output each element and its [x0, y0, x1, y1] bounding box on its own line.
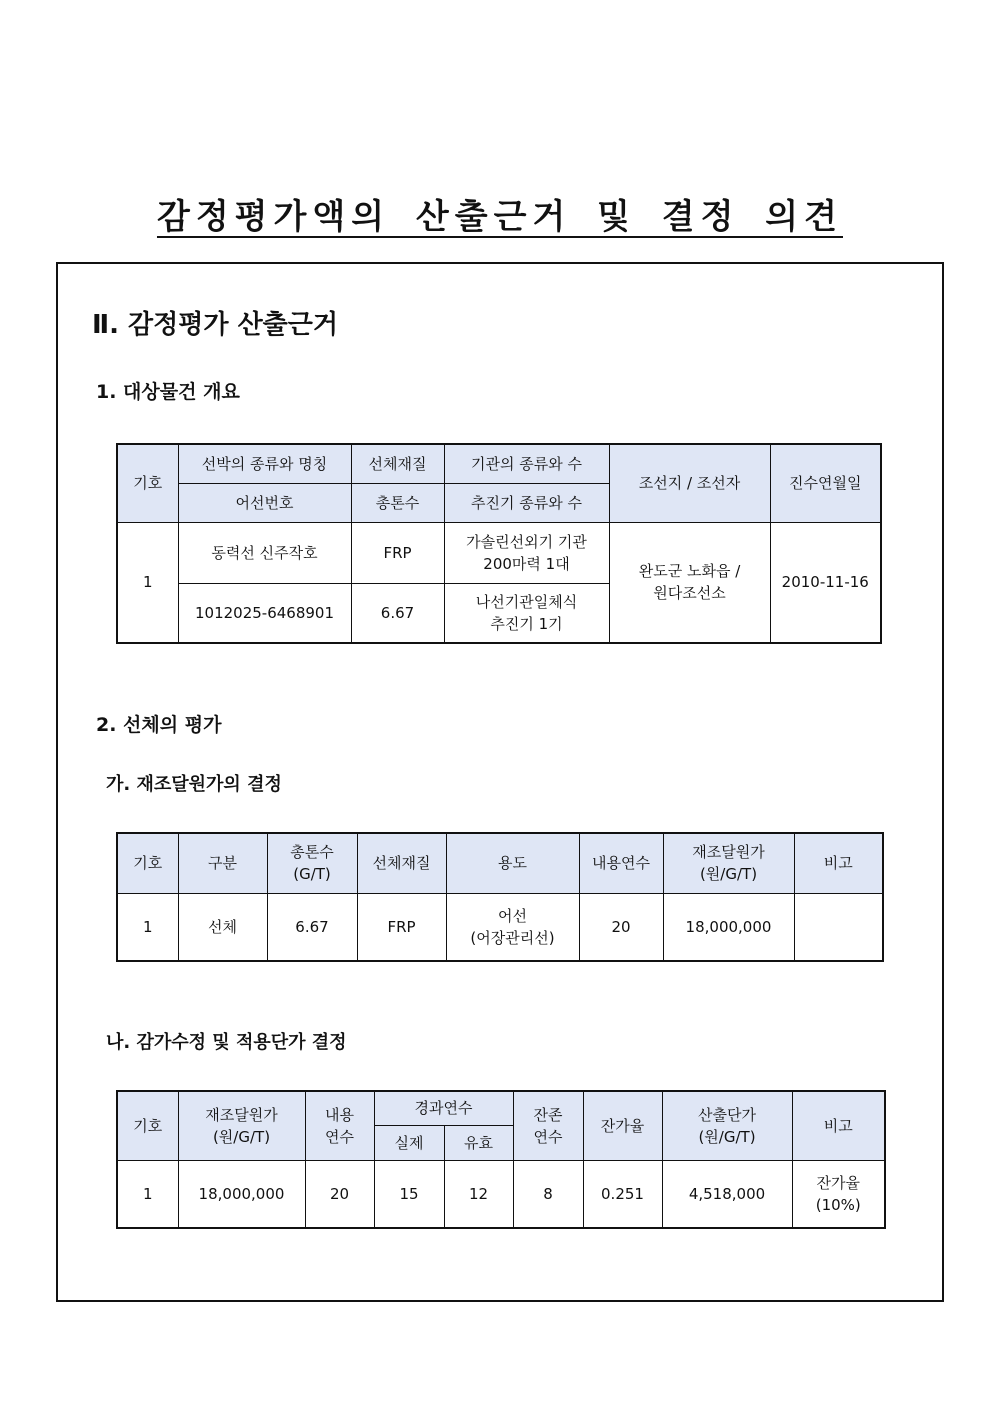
header-no: 기호: [117, 1091, 178, 1160]
header-no: 기호: [117, 833, 178, 893]
overview-table: [116, 443, 882, 644]
cell-effective: 12: [444, 1160, 513, 1228]
cell-hull-material: FRP: [357, 893, 446, 961]
header-ship-name: 선박의 종류와 명칭: [178, 444, 351, 483]
cell-no: 1: [117, 893, 178, 961]
cell-remaining-life: 8: [513, 1160, 583, 1228]
header-fishing-no: 어선번호: [178, 483, 351, 522]
header-hull-material: 선체재질: [351, 444, 444, 483]
cell-remarks: [794, 893, 883, 961]
cell-gross-tonnage: 6.67: [351, 583, 444, 643]
header-gross-tonnage: 총톤수: [351, 483, 444, 522]
cell-gross-tonnage: 6.67: [267, 893, 357, 961]
cell-replacement-cost: 18,000,000: [663, 893, 794, 961]
header-builder: 조선지 / 조선자: [609, 444, 770, 522]
header-actual: 실제: [374, 1125, 444, 1160]
cell-launch-date: 2010-11-16: [770, 522, 881, 643]
header-no: 기호: [117, 444, 178, 522]
header-effective: 유효: [444, 1125, 513, 1160]
cell-no: 1: [117, 522, 178, 643]
header-remarks: 비고: [792, 1091, 885, 1160]
replacement-cost-heading: 가. 재조달원가의 결정: [106, 774, 282, 795]
replacement-cost-table: [116, 832, 884, 962]
header-replacement-cost: 재조달원가 (원/G/T): [663, 833, 794, 893]
cell-residual-rate: 0.251: [583, 1160, 662, 1228]
depreciation-table: [116, 1090, 886, 1229]
header-gross-tonnage: 총톤수 (G/T): [267, 833, 357, 893]
cell-engine: 가솔린선외기 기관 200마력 1대: [444, 522, 609, 583]
hull-evaluation-heading: 2. 선체의 평가: [96, 714, 222, 736]
overview-heading: 1. 대상물건 개요: [96, 381, 240, 403]
header-residual-rate: 잔가율: [583, 1091, 662, 1160]
header-remarks: 비고: [794, 833, 883, 893]
header-elapsed-years: 경과연수: [374, 1091, 513, 1125]
cell-useful-life: 20: [305, 1160, 374, 1228]
header-category: 구분: [178, 833, 267, 893]
cell-fishing-no: 1012025-6468901: [178, 583, 351, 643]
cell-usage: 어선 (어장관리선): [446, 893, 579, 961]
cell-unit-price: 4,518,000: [662, 1160, 792, 1228]
cell-builder: 완도군 노화읍 / 원다조선소: [609, 522, 770, 643]
cell-remarks: 잔가율 (10%): [792, 1160, 885, 1228]
header-remaining-life: 잔존 연수: [513, 1091, 583, 1160]
depreciation-heading: 나. 감가수정 및 적용단가 결정: [106, 1032, 347, 1053]
cell-propeller: 나선기관일체식 추진기 1기: [444, 583, 609, 643]
cell-no: 1: [117, 1160, 178, 1228]
cell-useful-life: 20: [579, 893, 663, 961]
cell-replacement-cost: 18,000,000: [178, 1160, 305, 1228]
section-title: Ⅱ. 감정평가 산출근거: [92, 310, 339, 340]
header-useful-life: 내용 연수: [305, 1091, 374, 1160]
cell-category: 선체: [178, 893, 267, 961]
cell-hull-material: FRP: [351, 522, 444, 583]
header-hull-material: 선체재질: [357, 833, 446, 893]
header-propeller: 추진기 종류와 수: [444, 483, 609, 522]
header-replacement-cost: 재조달원가 (원/G/T): [178, 1091, 305, 1160]
header-launch-date: 진수연월일: [770, 444, 881, 522]
header-useful-life: 내용연수: [579, 833, 663, 893]
header-engine: 기관의 종류와 수: [444, 444, 609, 483]
cell-actual: 15: [374, 1160, 444, 1228]
cell-ship-name: 동력선 신주작호: [178, 522, 351, 583]
header-unit-price: 산출단가 (원/G/T): [662, 1091, 792, 1160]
header-usage: 용도: [446, 833, 579, 893]
document-title: 감정평가액의 산출근거 및 결정 의견: [156, 196, 843, 237]
